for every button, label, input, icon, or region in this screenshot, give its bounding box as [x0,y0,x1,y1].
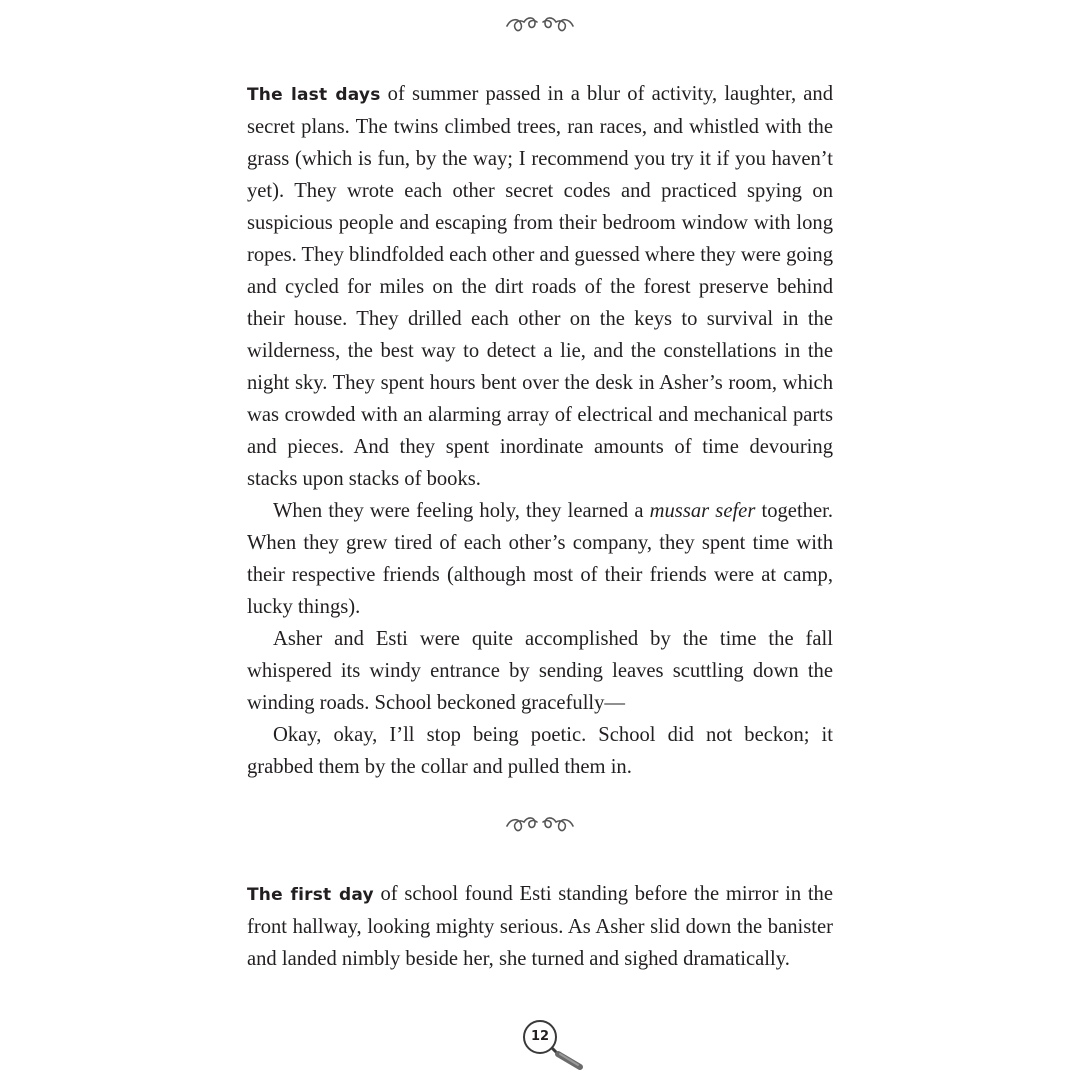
section-lead-words: The first day [247,885,374,905]
page-number: 12 [530,1029,550,1044]
paragraph-2-text-end: together. When they grew tired of each other’s company, they spent time with their respective friends (although most of their friends were at camp, lucky things). [247,500,833,618]
second-section-text [247,878,833,975]
paragraph-1 [247,78,833,495]
paragraph-5 [247,878,833,975]
section-lead-words: The last days [247,85,381,105]
paragraph-4: Okay, okay, I’ll stop being poetic. School did not beckon; it grabbed them by the collar and pulled them in. [247,724,833,778]
section-break-ornament [0,808,1080,841]
paragraph-3: Asher and Esti were quite accomplished by the time the fall whispered its windy entrance by sending leaves scuttling down the winding roads. School beckoned gracefully— [247,628,833,714]
swirl-ornament-icon [505,808,575,836]
main-text-block [247,78,833,783]
paragraph-2 [247,495,833,623]
swirl-ornament-icon [505,8,575,36]
paragraph-5-text: of school found Esti standing before the mirror in the front hallway, looking mighty serious. As Asher slid down the banister and landed nimbly beside her, she turned and sighed dramatically. [247,883,833,970]
top-ornament [0,8,1080,41]
page-number-folio [520,1015,590,1075]
paragraph-1-text: of summer passed in a blur of activity, laughter, and secret plans. The twins climbed trees, ran races, and whistled with the grass (which is fun, by the way; I recommend you try it if you haven’t yet). They wrote each other secret codes and practiced spying on suspicious people and escaping from their bedroom window with long ropes. They blindfolded each other and guessed where they were going and cycled for miles on the dirt roads of the forest preserve behind their house. They drilled each other on the keys to survival in the wilderness, the best way to detect a lie, and the constellations in the night sky. They spent hours bent over the desk in Asher’s room, which was crowded with an alarming array of electrical and mechanical parts and pieces. And they spent inordinate amounts of time devouring stacks upon stacks of books. [247,83,833,490]
paragraph-2-text-start: When they were feeling holy, they learned a [273,500,650,522]
paragraph-2-italic: mussar sefer [649,500,756,522]
